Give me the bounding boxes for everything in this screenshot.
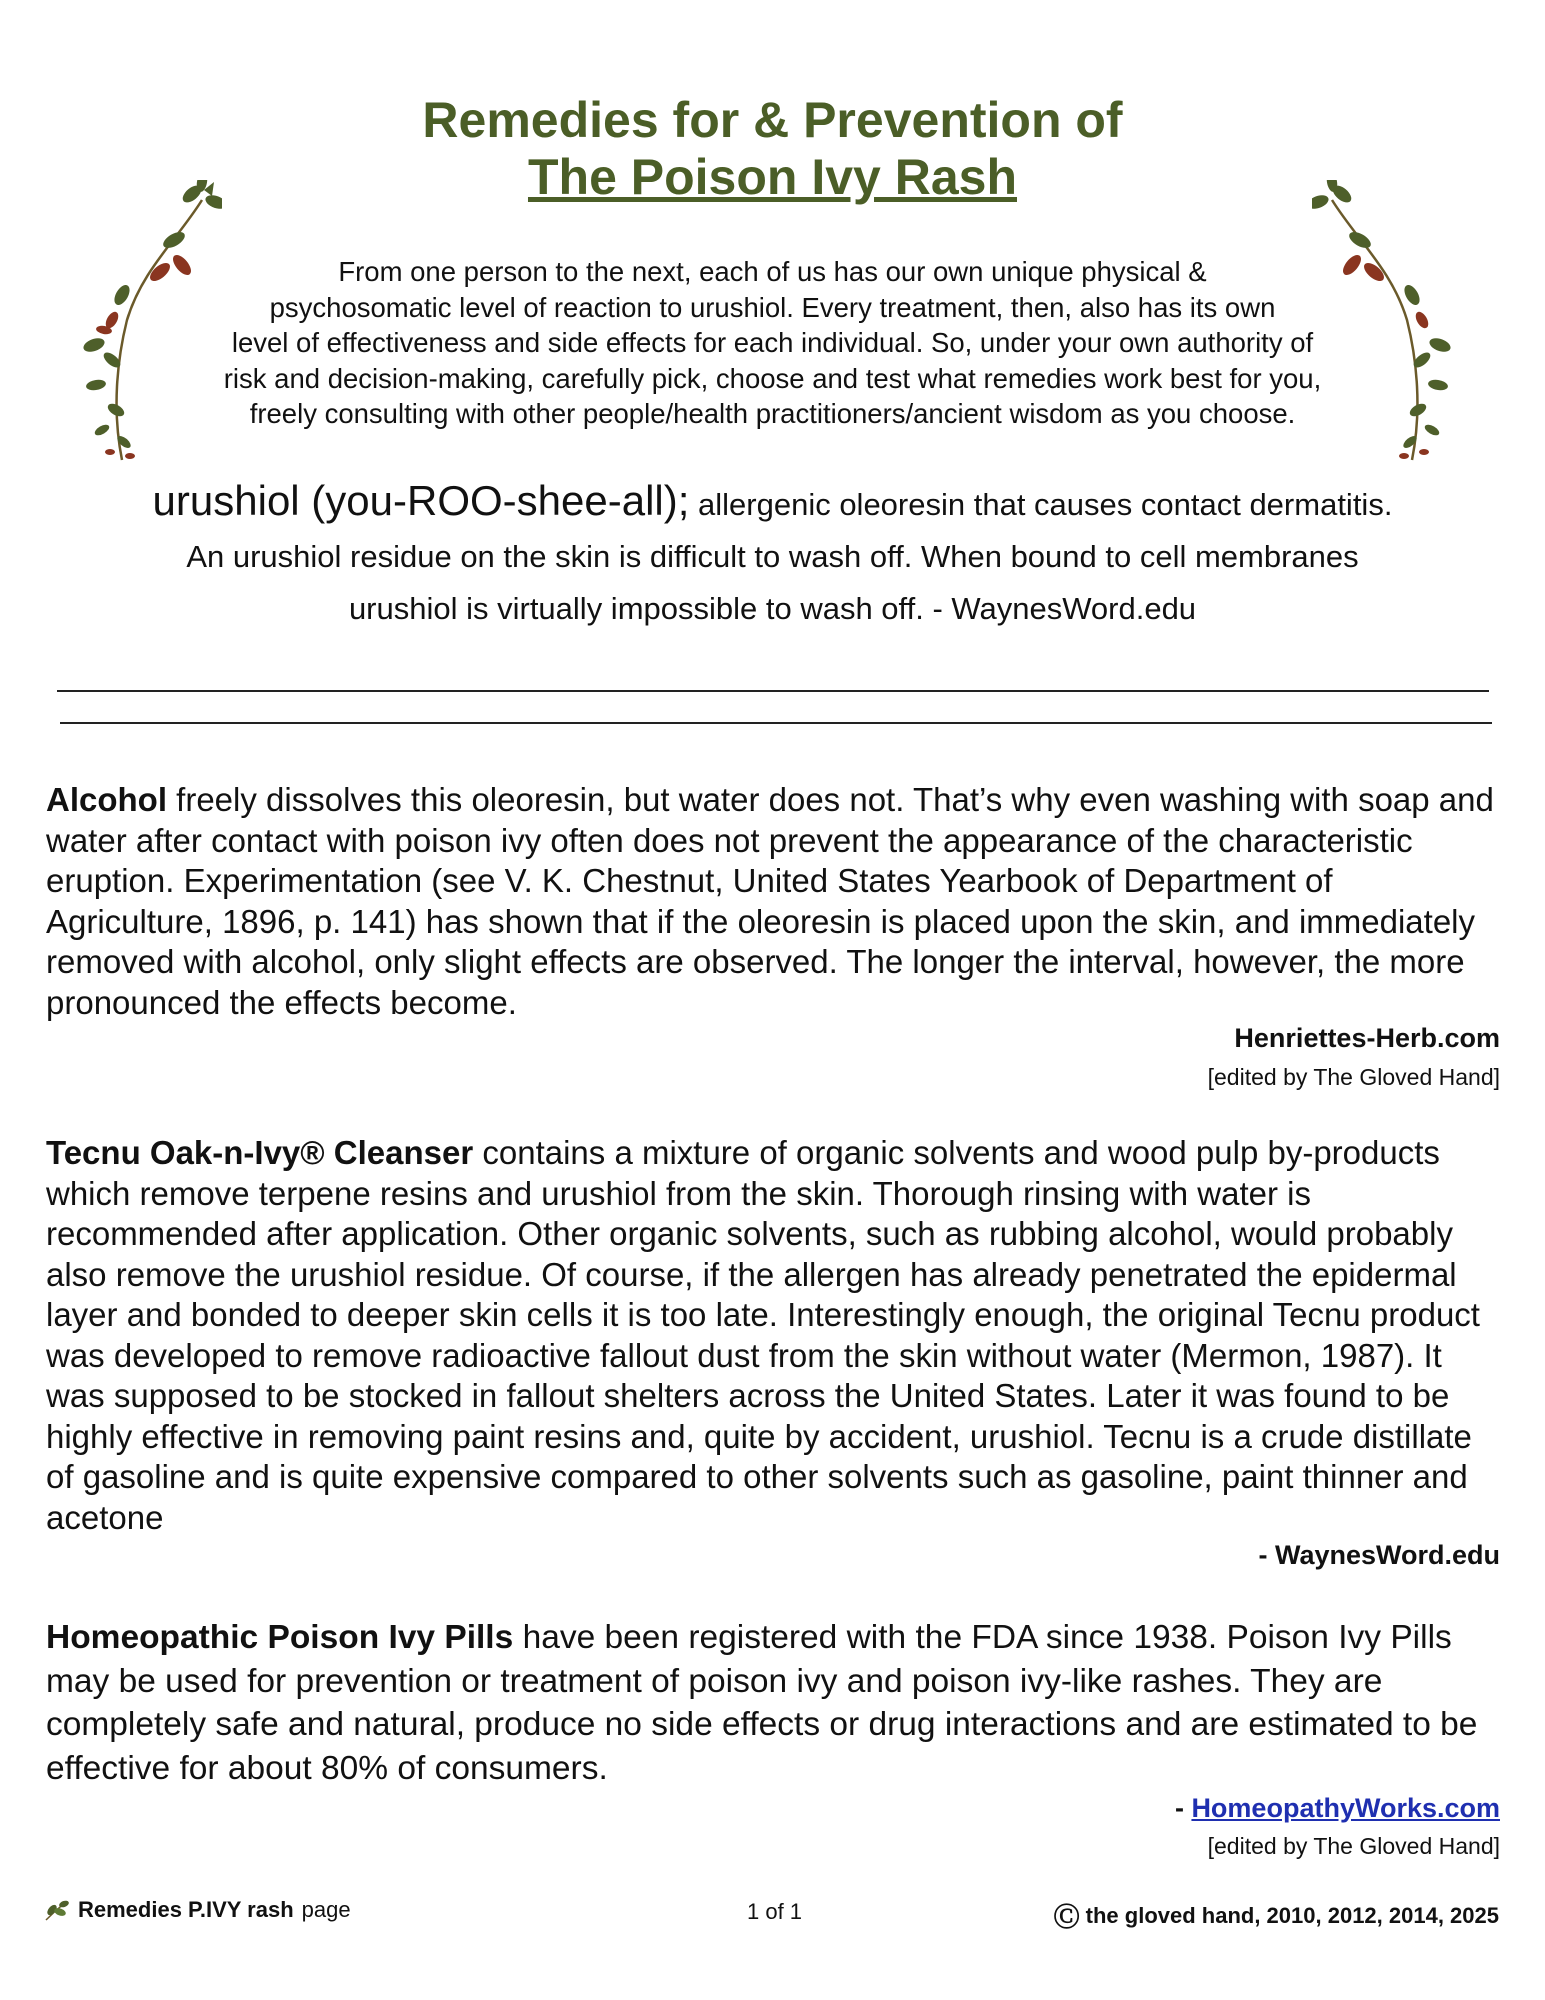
homeopathic-section	[46, 1616, 1506, 1790]
footer-copyright	[1054, 1897, 1499, 1934]
copyright-text: the gloved hand, 2010, 2012, 2014, 2025	[1085, 1902, 1499, 1928]
alcohol-section	[46, 780, 1506, 1023]
section-text: contains a mixture of organic solvents and wood pulp by-products which remove terpene resins and urushiol from the skin. Thorough rinsing with water is recommended after application. Other organic solvents, such as rubbing alcohol, would probably also remove the urushiol residue. Of course, if the allergen has already penetrated the epidermal layer and bonded to deeper skin cells it is too late. Interestingly enough, the original Tecnu product was developed to remove radioactive fallout dust from the skin without water (Mermon, 1987). It was supposed to be stocked in fallout shelters across the United States. Later it was found to be highly effective in removing paint resins and, quite by accident, urushiol. Tecnu is a crude distillate of gasoline and is quite expensive compared to other solvents such as gasoline, paint thinner and acetone	[46, 1134, 1480, 1536]
definition-line: An urushiol residue on the skin is difficult to wash off. When bound to cell membranes	[186, 539, 1359, 574]
page-footer	[0, 1897, 1545, 1931]
homeopathyworks-link[interactable]: HomeopathyWorks.com	[1191, 1793, 1500, 1823]
page-title: Remedies for & Prevention of	[422, 92, 1123, 148]
section-note: [edited by The Gloved Hand]	[1207, 1064, 1500, 1090]
intro-line: risk and decision-making, carefully pick, choose and test what remedies work best for you,	[223, 362, 1322, 394]
section-source: Henriettes-Herb.com	[1234, 1023, 1500, 1053]
intro-line: level of effectiveness and side effects for each individual. So, under your own authority of	[231, 327, 1314, 358]
section-text: have been registered with the FDA since 1938. Poison Ivy Pills may be used for prevention or treatment of poison ivy and poison ivy-like rashes. They are completely safe and natural, produce no side effects or drug interactions and are estimated to be effective for about 80% of consumers.	[46, 1619, 1478, 1787]
page-subtitle: The Poison Ivy Rash	[527, 149, 1017, 205]
section-source: - WaynesWord.edu	[1258, 1540, 1500, 1570]
definition-term: urushiol (you-ROO-shee-all);	[152, 477, 690, 524]
footer-page-number: 1 of 1	[747, 1899, 803, 1924]
section-heading: Tecnu Oak-n-Ivy® Cleanser	[46, 1134, 474, 1171]
tecnu-section	[46, 1133, 1506, 1538]
definition-line: urushiol is virtually impossible to wash off. - WaynesWord.edu	[348, 591, 1197, 626]
definition-meaning: allergenic oleoresin that causes contact dermatitis.	[698, 487, 1393, 522]
section-note: [edited by The Gloved Hand]	[1207, 1833, 1500, 1859]
intro-line: From one person to the next, each of us has our own unique physical &	[338, 256, 1207, 287]
copyright-icon: Ⓒ	[1053, 1902, 1080, 1932]
intro-line: psychosomatic level of reaction to urushiol. Every treatment, then, also has its own	[269, 291, 1276, 323]
section-heading: Homeopathic Poison Ivy Pills	[46, 1619, 514, 1656]
section-text: freely dissolves this oleoresin, but water does not. That’s why even washing with soap and water after contact with poison ivy often does not prevent the appearance of the characteristic eruption. Experimentation (see V. K. Chestnut, United States Yearbook of Department of Agriculture, 1896, p. 141) has shown that if the oleoresin is placed upon the skin, and immediately removed with alcohol, only slight effects are observed. The longer the interval, however, the more pronounced the effects become.	[46, 781, 1494, 1021]
urushiol-definition	[40, 475, 1505, 635]
divider-line	[60, 722, 1492, 724]
intro-line: freely consulting with other people/health practitioners/ancient wisdom as you choose.	[249, 398, 1296, 429]
divider-line	[57, 690, 1489, 692]
footer-doc-suffix: page	[301, 1897, 351, 1922]
intro-paragraph	[150, 254, 1395, 432]
leaf-icon	[44, 1898, 70, 1922]
footer-doc-label	[44, 1897, 351, 1923]
source-prefix: -	[1174, 1793, 1192, 1823]
section-heading: Alcohol	[46, 781, 167, 818]
footer-doc-name: Remedies P.IVY rash	[78, 1897, 294, 1922]
section-source	[1175, 1793, 1500, 1824]
